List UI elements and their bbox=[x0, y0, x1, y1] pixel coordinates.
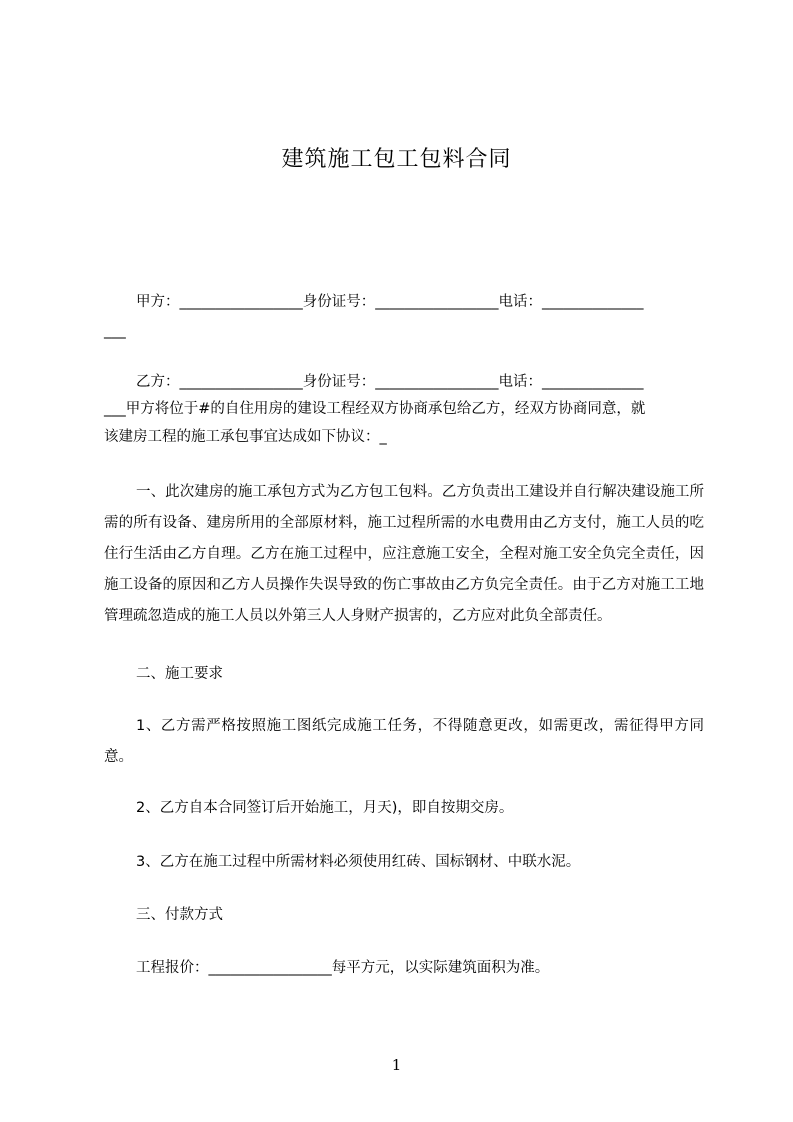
party-b-line: 乙方：_________________身份证号：_________________电话：______________ bbox=[136, 374, 644, 390]
section-2-item-1: 1、乙方需严格按照施工图纸完成施工任务，不得随意更改，如需更改，需征得甲方同意。 bbox=[104, 718, 704, 765]
agreement-intro-line: 该建房工程的施工承包事宜达成如下协议：_ bbox=[104, 429, 387, 445]
section-1-paragraph: 一、此次建房的施工承包方式为乙方包工包料。乙方负责出工建设并自行解决建设施工所需的所有设备、建房所用的全部原材料，施工过程所需的水电费用由乙方支付，施工人员的吃住行生活由乙方自理。乙方在施工过程中，应注意施工安全，全程对施工安全负完全责任，因施工设备的原因和乙方人员操作失误导致的伤亡事故由乙方负完全责任。由于乙方对施工工地管理疏忽造成的施工人员以外第三人人身财产损害的，乙方应对此负全部责任。 bbox=[104, 484, 704, 624]
party-b-line-continued: ___甲方将位于#的自住用房的建设工程经双方协商承包给乙方，经双方协商同意，就 bbox=[104, 401, 646, 417]
price-quote-line: 工程报价：_________________每平方元，以实际建筑面积为准。 bbox=[136, 960, 550, 976]
document-title: 建筑施工包工包料合同 bbox=[281, 147, 512, 172]
party-a-line: 甲方：_________________身份证号：_________________电话：______________ bbox=[136, 294, 644, 310]
section-2-item-3: 3、乙方在施工过程中所需材料必须使用红砖、国标钢材、中联水泥。 bbox=[136, 854, 581, 870]
section-2-item-2: 2、乙方自本合同签订后开始施工，月天)，即自按期交房。 bbox=[136, 800, 514, 816]
page-number: 1 bbox=[391, 1056, 402, 1074]
section-2-heading: 二、施工要求 bbox=[136, 666, 223, 682]
section-3-heading: 三、付款方式 bbox=[136, 907, 223, 923]
party-a-line-continued: ___ bbox=[104, 323, 126, 339]
